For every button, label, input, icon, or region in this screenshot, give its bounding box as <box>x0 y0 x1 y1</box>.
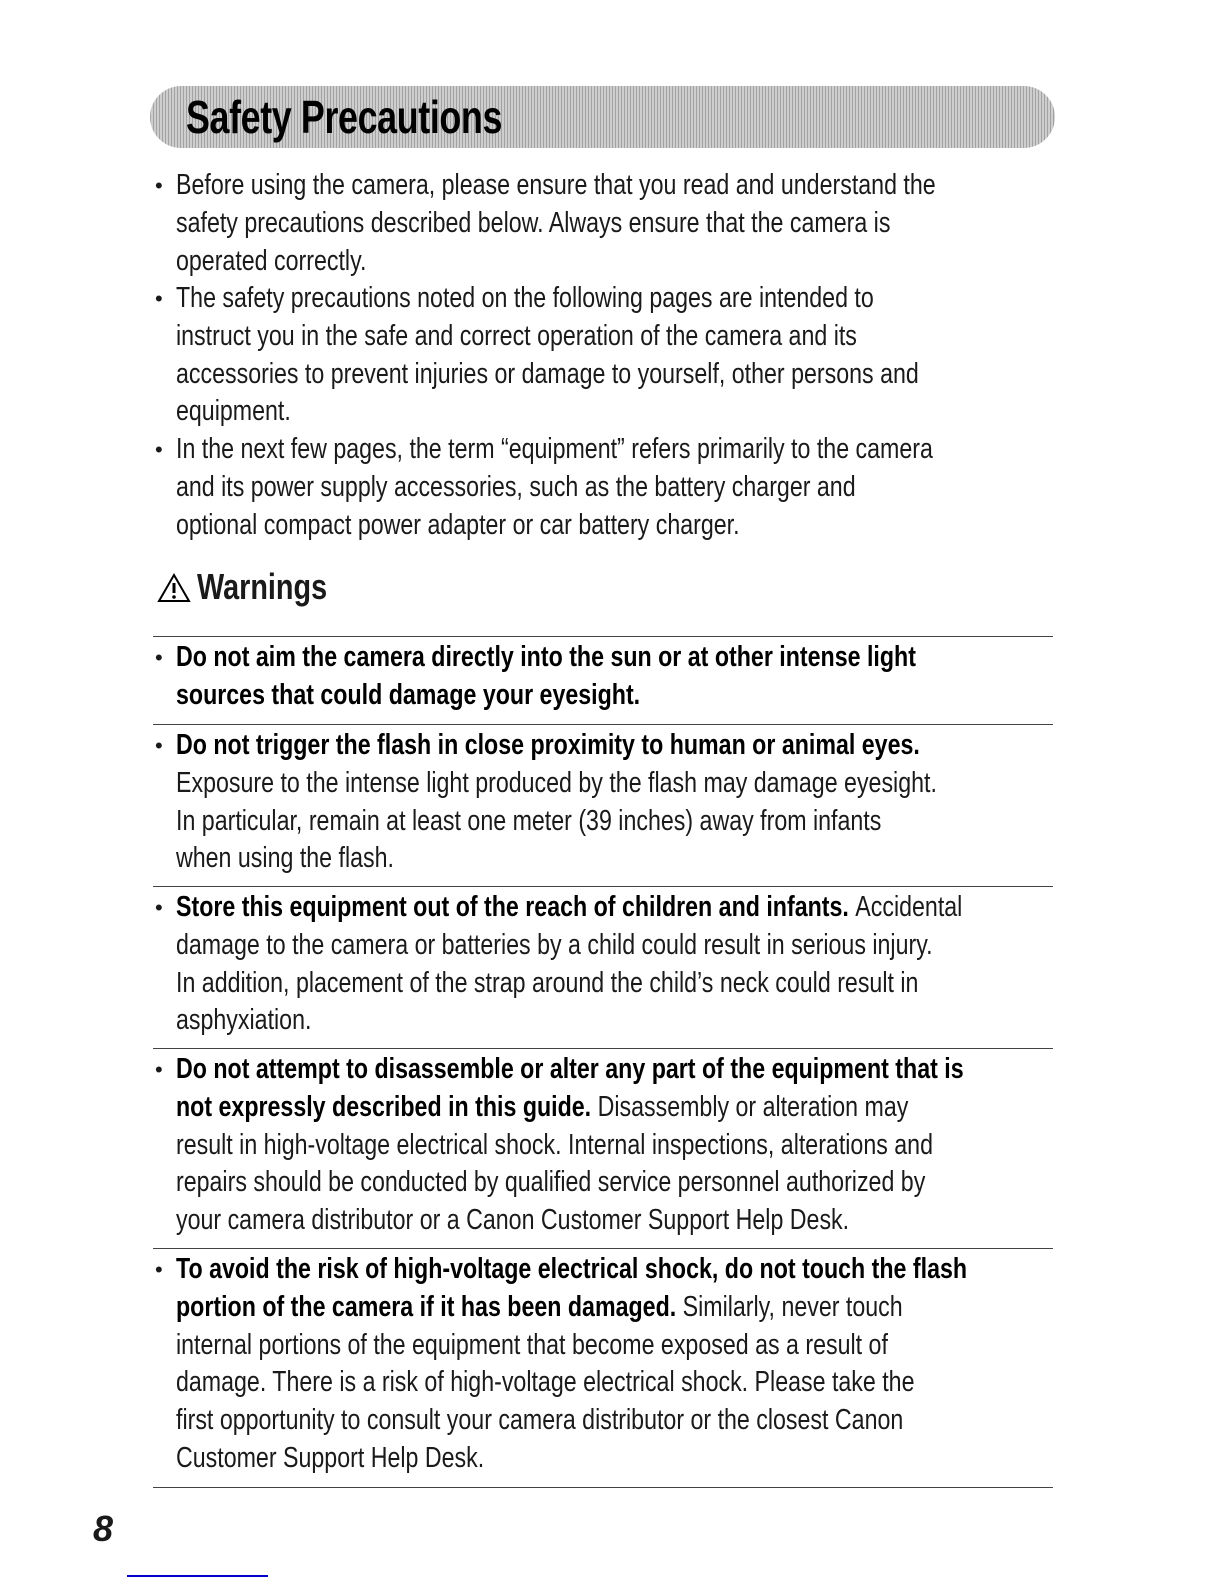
bullet-icon: • <box>155 437 163 462</box>
bullet-icon: • <box>155 733 163 758</box>
body-text: your camera distributor or a Canon Customer Support Help Desk. <box>176 1204 850 1237</box>
body-text: Accidental <box>855 891 963 923</box>
text-line <box>155 765 1053 803</box>
text-line <box>155 1002 1053 1040</box>
body-text: optional compact power adapter or car battery charger. <box>176 508 740 541</box>
bullet-icon: • <box>155 1257 163 1282</box>
text-line <box>155 1440 1053 1478</box>
warning-item <box>155 639 1053 715</box>
body-text: internal portions of the equipment that become exposed as a result of <box>176 1328 888 1361</box>
line-text <box>176 1089 908 1127</box>
line-text <box>176 1051 964 1089</box>
line-text <box>176 1327 888 1365</box>
line-text <box>176 243 366 281</box>
body-text: asphyxiation. <box>176 1004 312 1037</box>
bullet-icon: • <box>155 173 163 198</box>
text-line <box>155 840 1053 878</box>
bold-text: Do not aim the camera directly into the sun or at other intense light <box>176 641 916 673</box>
body-text: In addition, placement of the strap around the child’s neck could result in <box>176 966 919 999</box>
line-text <box>176 1289 903 1327</box>
line-text <box>176 469 856 507</box>
line-text <box>176 1402 903 1440</box>
line-text <box>176 393 291 431</box>
line-text <box>176 431 933 469</box>
body-text: Similarly, never touch <box>682 1290 903 1323</box>
body-text: accessories to prevent injuries or damage to yourself, other persons and <box>176 357 919 390</box>
warnings-label: Warnings <box>197 566 328 607</box>
intro-bullet <box>155 431 1053 544</box>
text-line <box>155 677 1053 715</box>
line-text <box>176 889 962 927</box>
intro-bullet <box>155 280 1053 431</box>
text-line <box>155 639 1053 677</box>
line-text <box>176 1164 925 1202</box>
text-line <box>155 965 1053 1003</box>
body-text: damage to the camera or batteries by a child could result in serious injury. <box>176 928 933 961</box>
text-line <box>155 431 1053 469</box>
line-text <box>176 1202 849 1240</box>
text-line <box>155 927 1053 965</box>
line-text <box>176 507 740 545</box>
body-text: damage. There is a risk of high-voltage electrical shock. Please take the <box>176 1366 915 1399</box>
bold-text: To avoid the risk of high-voltage electrical shock, do not touch the flash <box>176 1253 968 1285</box>
line-text <box>176 965 918 1003</box>
body-text: In particular, remain at least one meter (39 inches) away from infants <box>176 804 882 837</box>
bullet-icon: • <box>155 895 163 920</box>
line-text <box>176 803 881 841</box>
warning-item <box>155 889 1053 1040</box>
body-text: Exposure to the intense light produced by the flash may damage eyesight. <box>176 766 937 799</box>
bold-text: Store this equipment out of the reach of children and infants. <box>176 891 856 923</box>
bullet-icon: • <box>155 645 163 670</box>
line-text <box>176 1127 933 1165</box>
intro-bullet <box>155 167 1053 280</box>
text-line <box>155 1402 1053 1440</box>
body-text: first opportunity to consult your camera distributor or the closest Canon <box>176 1404 904 1437</box>
text-line <box>155 1327 1053 1365</box>
warning-triangle-icon <box>157 573 191 603</box>
page-number: 8 <box>93 1508 114 1549</box>
text-line <box>155 803 1053 841</box>
text-line <box>155 243 1053 281</box>
text-line <box>155 393 1053 431</box>
divider <box>153 1487 1053 1488</box>
body-text: result in high-voltage electrical shock. Internal inspections, alterations and <box>176 1128 933 1161</box>
bold-text: sources that could damage your eyesight. <box>176 678 641 711</box>
body-text: In the next few pages, the term “equipment” refers primarily to the camera <box>176 433 933 465</box>
warnings-heading <box>157 566 360 608</box>
body-text: instruct you in the safe and correct operation of the camera and its <box>176 319 857 352</box>
body-text: Disassembly or alteration may <box>597 1090 909 1123</box>
text-line <box>155 167 1053 205</box>
line-text <box>176 927 933 965</box>
warning-item <box>155 1051 1053 1240</box>
body-text: Before using the camera, please ensure that you read and understand the <box>176 169 936 201</box>
body-text: safety precautions described below. Always ensure that the camera is <box>176 206 891 239</box>
line-text <box>176 639 916 677</box>
bold-text: Do not trigger the flash in close proximity to human or animal eyes. <box>176 729 920 761</box>
text-line <box>155 280 1053 318</box>
line-text <box>176 840 394 878</box>
text-line <box>155 1127 1053 1165</box>
line-text <box>176 205 890 243</box>
text-line <box>155 1289 1053 1327</box>
line-text <box>176 765 937 803</box>
line-text <box>176 280 874 318</box>
text-line <box>155 356 1053 394</box>
body-text: Customer Support Help Desk. <box>176 1441 485 1474</box>
bold-text: Do not attempt to disassemble or alter any part of the equipment that is <box>176 1053 964 1085</box>
divider <box>153 1248 1053 1249</box>
warning-item <box>155 1251 1053 1478</box>
line-text <box>176 318 857 356</box>
divider <box>153 1048 1053 1049</box>
text-line <box>155 1164 1053 1202</box>
bullet-icon: • <box>155 286 163 311</box>
divider <box>153 636 1053 637</box>
text-line <box>155 1364 1053 1402</box>
line-text <box>176 1251 967 1289</box>
line-text <box>176 1002 311 1040</box>
text-line <box>155 205 1053 243</box>
text-line <box>155 469 1053 507</box>
text-line <box>155 1051 1053 1089</box>
text-line <box>155 1089 1053 1127</box>
line-text <box>176 1440 484 1478</box>
line-text <box>176 727 920 765</box>
bold-text: portion of the camera if it has been damaged. <box>176 1290 683 1323</box>
line-text <box>176 677 640 715</box>
divider <box>153 724 1053 725</box>
text-line <box>155 889 1053 927</box>
bullet-icon: • <box>155 1057 163 1082</box>
body-text: when using the flash. <box>176 842 394 875</box>
text-line <box>155 1202 1053 1240</box>
body-text: equipment. <box>176 395 291 428</box>
bold-text: not expressly described in this guide. <box>176 1090 598 1123</box>
warning-item <box>155 727 1053 878</box>
line-text <box>176 167 936 205</box>
body-text: The safety precautions noted on the following pages are intended to <box>176 282 874 314</box>
line-text <box>176 356 919 394</box>
title-banner <box>150 86 1055 148</box>
footer-rule <box>127 1575 268 1577</box>
body-text: operated correctly. <box>176 244 367 277</box>
body-text: and its power supply accessories, such as the battery charger and <box>176 470 856 503</box>
text-line <box>155 318 1053 356</box>
divider <box>153 886 1053 887</box>
text-line <box>155 1251 1053 1289</box>
body-text: repairs should be conducted by qualified service personnel authorized by <box>176 1166 926 1199</box>
text-line <box>155 727 1053 765</box>
page-title: Safety Precautions <box>186 91 503 143</box>
line-text <box>176 1364 915 1402</box>
text-line <box>155 507 1053 545</box>
